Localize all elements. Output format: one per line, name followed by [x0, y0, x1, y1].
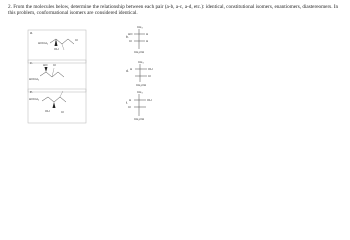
molecule-f	[126, 90, 152, 121]
molecule-f-label-3: OH	[147, 98, 152, 102]
molecule-a	[30, 31, 78, 51]
molecule-e-frame	[28, 89, 86, 123]
molecule-e-oh-label: OH	[45, 109, 50, 113]
molecule-e-letter: e.	[30, 90, 33, 94]
molecule-d-label-3: OH	[148, 67, 153, 71]
molecule-b-label-2: HO	[128, 32, 133, 36]
molecule-c-frame	[28, 60, 86, 92]
molecule-e-cl-label: Cl	[61, 110, 64, 114]
molecule-a-oh-label: OH	[54, 47, 59, 51]
question-text: 2. From the molecules below, determine the relationship between each pair (a-b, a-c, a-d, etc.): identical, constitutional isomers, enantiomers, diastereomers. In this problem, conformational isomers are considered identical.	[8, 4, 339, 17]
molecule-c-cl-label: Cl	[53, 63, 56, 67]
molecule-b	[126, 25, 148, 54]
molecule-d-label-2: H	[130, 67, 133, 71]
molecule-c-wedge	[45, 67, 48, 72]
molecule-b-letter: b.	[126, 35, 129, 39]
molecule-a-cl-label: Cl	[75, 38, 78, 42]
molecule-a-letter: a.	[30, 31, 33, 35]
molecule-d-label-1: CH₃	[138, 60, 144, 64]
molecule-b-label-3: H	[146, 32, 149, 36]
molecule-d	[126, 60, 153, 87]
molecule-e-wedge	[53, 102, 56, 108]
molecule-f-label-4: Cl	[128, 105, 131, 109]
molecule-b-label-1: CH₃	[137, 25, 143, 29]
molecule-c-chain	[40, 72, 64, 77]
molecule-c-hoch2-label: HOCH₂	[29, 77, 39, 81]
molecule-c-letter: c.	[30, 61, 33, 65]
molecule-e	[29, 90, 66, 114]
molecule-f-letter: f.	[126, 101, 128, 105]
molecule-a-chain	[50, 39, 74, 44]
molecule-b-label-6: H	[146, 39, 149, 43]
molecule-d-label-4: Cl	[148, 74, 151, 78]
molecule-e-hoch2-label: HOCH₂	[29, 97, 39, 101]
molecule-a-dash	[62, 44, 64, 50]
molecule-f-label-2: H	[129, 98, 132, 102]
molecule-c	[29, 61, 64, 81]
molecule-b-label-4: Cl	[129, 39, 132, 43]
molecule-a-hoch2-label: HOCH₂	[38, 41, 48, 45]
molecule-d-letter: d.	[126, 69, 129, 73]
molecule-e-chain	[42, 97, 66, 102]
molecule-f-label-1: CH₃	[137, 90, 143, 94]
molecule-c-ho-label: HO	[43, 63, 48, 67]
molecule-d-label-5: CH₂OH	[136, 83, 146, 87]
molecule-f-label-5: CH₂OH	[134, 117, 144, 121]
molecule-b-label-5: CH₂OH	[134, 50, 144, 54]
